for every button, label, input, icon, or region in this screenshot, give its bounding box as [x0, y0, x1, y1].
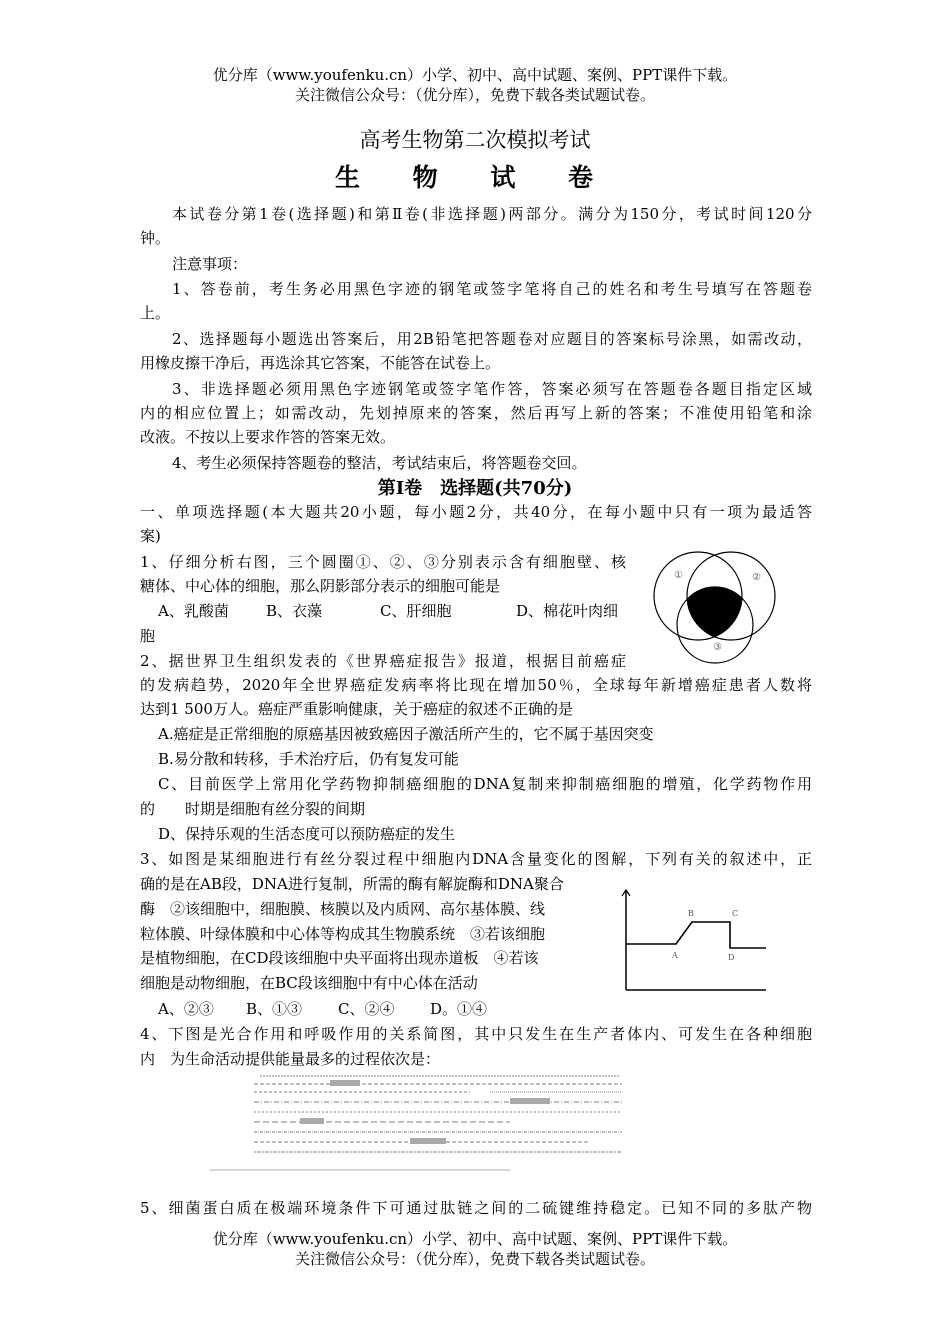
q3-line1: 3、如图是某细胞进行有丝分裂过程中细胞内DNA含量变化的图解，下列有关的叙述中，正 — [140, 850, 812, 868]
note4: 4、考生必须保持答题卷的整洁，考试结束后，将答题卷交回。 — [172, 454, 587, 472]
venn-label-3: ③ — [713, 642, 722, 653]
exam-title: 高考生物第二次模拟考试 — [359, 128, 591, 152]
note2-line1: 2、选择题每小题选出答案后，用2B铅笔把答题卷对应题目的答案标号涂黑，如需改动， — [172, 330, 812, 348]
graph-label-d: D — [728, 953, 735, 962]
part1-line1: 一、单项选择题(本大题共20小题，每小题2分，共40分，在每小题中只有一项为最适答 — [140, 503, 812, 521]
q3-line3: 酶 ②该细胞中，细胞膜、核膜以及内质网、高尔基体膜、线 — [140, 900, 546, 918]
q2-option-c-line2: 的 时期是细胞有丝分裂的间期 — [140, 800, 366, 818]
note1-line1: 1、答卷前，考生务必用黑色字迹的钢笔或签字笔将自己的姓名和考生号填写在答题卷 — [172, 280, 812, 298]
note2-line2: 用橡皮擦干净后，再选涂其它答案，不能答在试卷上。 — [140, 354, 501, 372]
venn-label-2: ② — [752, 572, 761, 583]
note3-line2: 内的相应位置上；如需改动，先划掉原来的答案，然后再写上新的答案；不准使用铅笔和涂 — [140, 404, 812, 422]
q2-option-c-line1: C、目前医学上常用化学药物抑制癌细胞的DNA复制来抑制癌细胞的增殖，化学药物作用 — [158, 775, 812, 793]
intro-line1: 本试卷分第1卷(选择题)和第Ⅱ卷(非选择题)两部分。满分为150分，考试时间120分 — [172, 205, 812, 223]
q1-line1: 1、仔细分析右图，三个圆圈①、②、③分别表示含有细胞壁、核 — [140, 553, 626, 571]
q1-line4: 胞 — [140, 627, 156, 645]
q3-option-b: B、①③ — [246, 1000, 303, 1018]
q2-line3: 达到1 500万人。癌症严重影响健康，关于癌症的叙述不正确的是 — [140, 700, 573, 718]
q3-line6: 细胞是动物细胞，在BC段该细胞中有中心体在活动 — [140, 974, 478, 992]
intro-line2: 钟。 — [140, 229, 171, 247]
q1-option-b: B、衣藻 — [266, 602, 323, 620]
graph-label-a: A — [672, 951, 678, 960]
page-footer-line1: 优分库（www.youfenku.cn）小学、初中、高中试题、案例、PPT课件下载。 — [212, 1230, 738, 1248]
q3-line4: 粒体膜、叶绿体膜和中心体等构成其生物膜系统 ③若该细胞 — [140, 925, 546, 943]
q2-option-d: D、保持乐观的生活态度可以预防癌症的发生 — [158, 825, 456, 843]
q1-option-d: D、棉花叶肉细 — [516, 602, 619, 620]
q5-line1: 5、细菌蛋白质在极端环境条件下可通过肽链之间的二硫键维持稳定。已知不同的多肽产物 — [140, 1199, 812, 1217]
note3-line3: 改液。不按以上要求作答的答案无效。 — [140, 428, 396, 446]
note3-line1: 3、非选择题必须用黑色字迹钢笔或签字笔作答，答案必须写在答题卷各题目指定区域 — [172, 380, 812, 398]
photosynthesis-respiration-diagram — [210, 1068, 630, 1176]
q4-line1: 4、下图是光合作用和呼吸作用的关系简图，其中只发生在生产者体内、可发生在各种细胞 — [140, 1025, 812, 1043]
q2-line2: 的发病趋势，2020年全世界癌症发病率将比现在增加50％，全球每年新增癌症患者人数将 — [140, 676, 812, 694]
q1-line2: 糖体、中心体的细胞，那么阴影部分表示的细胞可能是 — [140, 577, 501, 595]
q4-line2: 内 为生命活动提供能量最多的过程依次是： — [140, 1050, 441, 1068]
exam-subtitle: 生 物 试 卷 — [334, 163, 616, 192]
page-header-line2: 关注微信公众号：（优分库），免费下载各类试题试卷。 — [294, 86, 655, 104]
q1-option-a: A、乳酸菌 — [158, 602, 229, 620]
q3-option-d: D。①④ — [430, 1000, 488, 1018]
section1-title: 第Ⅰ卷 选择题(共70分) — [377, 478, 573, 499]
q3-line2: 确的是在AB段，DNA进行复制，所需的酶有解旋酶和DNA聚合 — [140, 875, 564, 893]
q1-option-c: C、肝细胞 — [380, 602, 452, 620]
page-footer-line2: 关注微信公众号：（优分库），免费下载各类试题试卷。 — [294, 1250, 655, 1268]
note1-line2: 上。 — [140, 304, 171, 322]
q2-line1: 2、据世界卫生组织发表的《世界癌症报告》报道，根据目前癌症 — [140, 652, 626, 670]
q3-option-a: A、②③ — [158, 1000, 214, 1018]
venn-diagram — [648, 548, 778, 666]
q2-option-a: A.癌症是正常细胞的原癌基因被致癌因子激活所产生的，它不属于基因突变 — [158, 725, 654, 743]
graph-label-c: C — [732, 909, 739, 918]
venn-label-1: ① — [674, 570, 683, 581]
graph-label-b: B — [688, 909, 694, 918]
part1-line2: 案) — [140, 527, 161, 545]
page-header-line1: 优分库（www.youfenku.cn）小学、初中、高中试题、案例、PPT课件下载。 — [212, 66, 738, 84]
dna-content-graph — [616, 880, 776, 998]
q2-option-b: B.易分散和转移，手术治疗后，仍有复发可能 — [158, 750, 459, 768]
q3-option-c: C、②④ — [338, 1000, 395, 1018]
notes-label: 注意事项： — [172, 255, 248, 273]
graph-dna-curve — [626, 922, 766, 948]
q3-line5: 是植物细胞，在CD段该细胞中央平面将出现赤道板 ④若该 — [140, 949, 539, 967]
